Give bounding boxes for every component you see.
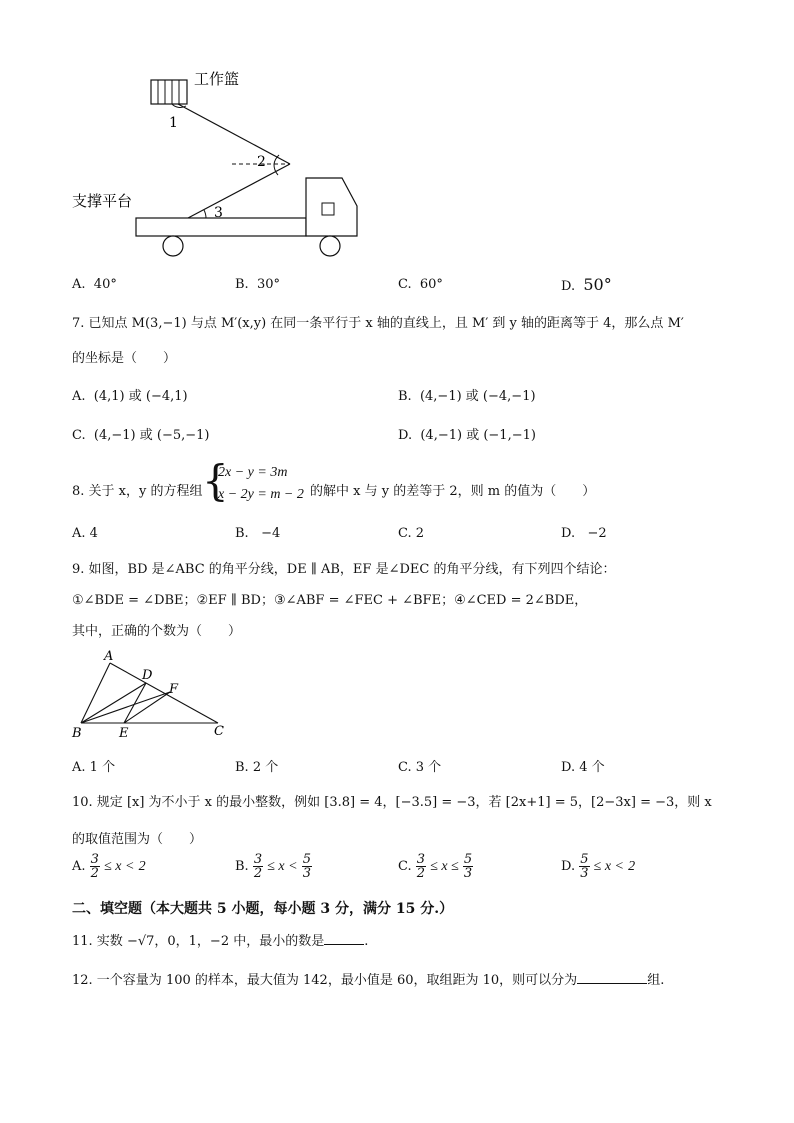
q9-stem-line2: ①∠BDE = ∠DBE；②EF ∥ BD；③∠ABF = ∠FEC + ∠BFE；④∠CED = 2∠BDE，: [72, 593, 588, 608]
q11-answer-blank[interactable]: [324, 944, 364, 945]
angle-3-label: 3: [214, 205, 223, 221]
q12-answer-blank[interactable]: [577, 983, 647, 984]
platform-label: 支撑平台: [72, 192, 133, 210]
fraction-left: $\frac{3}{2}$: [253, 852, 263, 881]
q8-prefix: 8. 关于 x，y 的方程组: [72, 484, 203, 499]
q9-stem-line3: 其中，正确的个数为（ ）: [72, 624, 242, 639]
q8-equation-1: 2x − y = 3m: [218, 465, 288, 480]
q8-option-c[interactable]: C. 2: [398, 526, 425, 541]
point-d-label: D: [142, 668, 153, 683]
q12-end: 组.: [647, 973, 665, 988]
point-e-label: E: [119, 726, 129, 741]
option-letter: A.: [72, 859, 86, 874]
q11-end: .: [364, 934, 369, 949]
section-2-title: 二、填空题（本大题共 5 小题，每小题 3 分，满分 15 分.）: [72, 901, 454, 917]
option-letter: B.: [235, 859, 249, 874]
point-a-label: A: [104, 649, 114, 664]
q8-option-b[interactable]: B. −4: [235, 526, 281, 541]
q7-option-a[interactable]: A. (4,1) 或 (−4,1): [72, 389, 188, 404]
q6-option-a[interactable]: A. 40°: [72, 277, 117, 292]
option-letter: C.: [398, 859, 412, 874]
q8-brace: {: [202, 456, 229, 505]
fraction-left: $\frac{5}{3}$: [580, 852, 589, 881]
basket-label: 工作篮: [194, 70, 240, 88]
q12-text: 12. 一个容量为 100 的样本，最大值为 142，最小值是 60，取组距为 10，则可以分为: [72, 973, 578, 988]
angle-1-label: 1: [169, 115, 178, 131]
point-b-label: B: [72, 726, 82, 741]
q10-option-b[interactable]: B. $\frac{3}{2}$ ≤ x < $\frac{5}{3}$: [235, 852, 312, 881]
triangle-figure: [66, 646, 236, 742]
q7-option-d[interactable]: D. (4,−1) 或 (−1,−1): [398, 428, 536, 443]
q9-option-c[interactable]: C. 3 个: [398, 760, 442, 775]
q9-option-a[interactable]: A. 1 个: [72, 760, 116, 775]
q12-line: [72, 969, 664, 988]
fraction-right: $\frac{5}{3}$: [302, 852, 312, 881]
q10-stem-line2: 的取值范围为（ ）: [72, 832, 203, 847]
q6-option-d[interactable]: D. 50°: [561, 275, 612, 294]
point-c-label: C: [214, 724, 224, 739]
wheel-right: [320, 236, 340, 256]
fraction-left: $\frac{3}{2}$: [90, 852, 99, 881]
truck-figure: [60, 60, 380, 265]
q8-equation-2: x − 2y = m − 2: [218, 487, 304, 502]
q8-option-a[interactable]: A. 4: [72, 526, 98, 541]
q7-stem-line1: 7. 已知点 M(3,−1) 与点 M′(x,y) 在同一条平行于 x 轴的直线上，且 M′ 到 y 轴的距离等于 4，那么点 M′: [72, 316, 684, 331]
q8-option-d[interactable]: D. −2: [561, 526, 607, 541]
q10-option-d[interactable]: D. $\frac{5}{3}$ ≤ x < 2: [561, 852, 636, 881]
q10-option-a[interactable]: A. $\frac{3}{2}$ ≤ x < 2: [72, 852, 146, 881]
q6-option-c[interactable]: C. 60°: [398, 277, 443, 292]
q11-line: [72, 930, 368, 949]
angle-2-label: 2: [257, 154, 266, 170]
q10-option-c[interactable]: C. $\frac{3}{2}$ ≤ x ≤ $\frac{5}{3}$: [398, 852, 473, 881]
option-letter: D.: [561, 859, 576, 874]
q11-text: 11. 实数 −√7，0，1，−2 中，最小的数是: [72, 934, 325, 949]
q7-option-c[interactable]: C. (4,−1) 或 (−5,−1): [72, 428, 210, 443]
q9-option-b[interactable]: B. 2 个: [235, 760, 279, 775]
q10-stem-line1: 10. 规定 [x] 为不小于 x 的最小整数，例如 [3.8] = 4，[−3.5] = −3，若 [2x+1] = 5，[2−3x] = −3，则 x: [72, 795, 712, 810]
fraction-left: $\frac{3}{2}$: [416, 852, 426, 881]
q7-option-b[interactable]: B. (4,−1) 或 (−4,−1): [398, 389, 536, 404]
wheel-left: [163, 236, 183, 256]
fraction-right: $\frac{5}{3}$: [463, 852, 473, 881]
point-f-label: F: [169, 682, 179, 697]
q9-option-d[interactable]: D. 4 个: [561, 760, 605, 775]
q7-stem-line2: 的坐标是（ ）: [72, 351, 177, 366]
q9-stem-line1: 9. 如图，BD 是∠ABC 的角平分线，DE ∥ AB，EF 是∠DEC 的角平分线，有下列四个结论：: [72, 562, 616, 577]
work-basket: [151, 80, 187, 104]
q6-option-b[interactable]: B. 30°: [235, 277, 280, 292]
q8-suffix: 的解中 x 与 y 的差等于 2，则 m 的值为（ ）: [310, 484, 596, 499]
